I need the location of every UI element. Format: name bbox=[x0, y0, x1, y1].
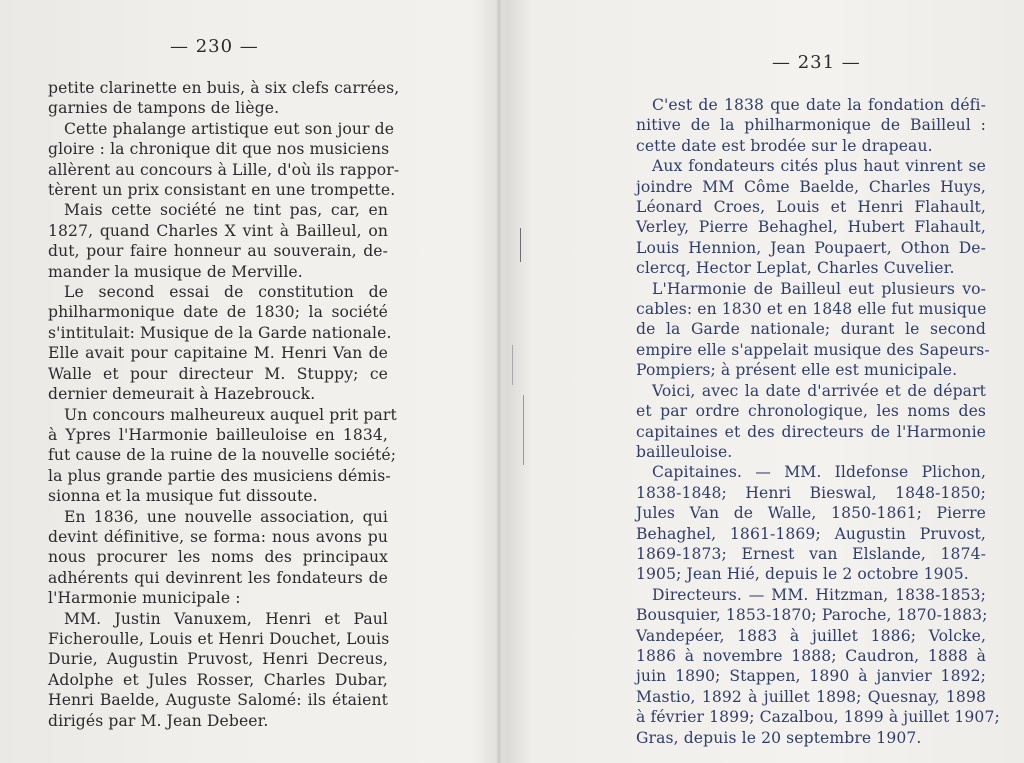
text-line: la plus grande partie des musiciens démis- bbox=[48, 466, 391, 485]
text-line: L'Harmonie de Bailleul eut plusieurs vo- bbox=[652, 279, 986, 298]
text-line: petite clarinette en buis, à six clefs carrées, bbox=[48, 79, 400, 97]
gutter-mark bbox=[523, 395, 524, 465]
text-line: cette date est brodée sur le drapeau. bbox=[636, 136, 933, 155]
text-line: Pompiers; à présent elle est municipale. bbox=[636, 361, 958, 380]
text-line: capitaines et des directeurs de l'Harmonie bbox=[636, 422, 986, 441]
text-line: Walle et pour directeur M. Stuppy; ce bbox=[48, 364, 388, 383]
text-line: joindre MM Côme Baelde, Charles Huys, bbox=[636, 177, 986, 196]
page-gutter bbox=[496, 0, 502, 763]
text-line: nous procurer les noms des principaux bbox=[48, 548, 388, 567]
text-line: l'Harmonie municipale : bbox=[48, 589, 241, 608]
text-line: Henri Baelde, Auguste Salomé: ils étaient bbox=[48, 691, 388, 710]
text-line: Un concours malheureux auquel prit part bbox=[64, 405, 397, 424]
text-line: garnies de tampons de liège. bbox=[48, 99, 280, 118]
text-line: dernier demeurait à Hazebrouck. bbox=[48, 385, 316, 404]
text-line: Jules Van de Walle, 1850-1861; Pierre bbox=[636, 504, 986, 523]
text-line: philharmonique date de 1830; la société bbox=[48, 303, 388, 322]
gutter-mark bbox=[520, 228, 521, 262]
text-line: Bousquier, 1853-1870; Paroche, 1870-1883; bbox=[636, 606, 988, 625]
text-line: bailleuloise. bbox=[636, 442, 733, 461]
text-line: gloire : la chronique dit que nos musiciens bbox=[48, 140, 390, 159]
text-line: En 1836, une nouvelle association, qui bbox=[64, 507, 388, 526]
text-line: Adolphe et Jules Rosser, Charles Dubar, bbox=[48, 670, 388, 689]
text-line: devint définitive, se forma: nous avons pu bbox=[48, 527, 388, 546]
text-line: adhérents qui devinrent les fondateurs de bbox=[48, 568, 388, 587]
text-line: Mais cette société ne tint pas, car, en bbox=[64, 201, 388, 220]
text-line: Louis Hennion, Jean Poupaert, Othon De- bbox=[636, 238, 986, 257]
text-line: Le second essai de constitution de bbox=[64, 283, 388, 302]
text-line: et par ordre chronologique, les noms des bbox=[636, 402, 986, 421]
text-line: Léonard Croes, Louis et Henri Flahault, bbox=[636, 198, 986, 217]
text-line: Behaghel, 1861-1869; Augustin Pruvost, bbox=[636, 524, 986, 543]
text-line: Elle avait pour capitaine M. Henri Van de bbox=[48, 344, 388, 363]
text-line: Vandepéer, 1883 à juillet 1886; Volcke, bbox=[636, 626, 986, 645]
text-line: Gras, depuis le 20 septembre 1907. bbox=[636, 728, 922, 747]
text-line: à Ypres l'Harmonie bailleuloise en 1834, bbox=[48, 425, 388, 444]
text-line: fut cause de la ruine de la nouvelle société; bbox=[48, 446, 397, 465]
text-line: de la Garde nationale; durant le second bbox=[636, 320, 986, 339]
text-line: 1869-1873; Ernest van Elslande, 1874- bbox=[636, 544, 986, 563]
text-line: 1838-1848; Henri Bieswal, 1848-1850; bbox=[636, 483, 986, 502]
text-line: 1827, quand Charles X vint à Bailleul, on bbox=[48, 221, 388, 240]
text-line: cables: en 1830 et en 1848 elle fut musique bbox=[636, 300, 987, 319]
text-line: Ficheroulle, Louis et Henri Douchet, Louis bbox=[48, 629, 390, 648]
text-line: Aux fondateurs cités plus haut vinrent se bbox=[652, 157, 986, 176]
text-line: 1905; Jean Hié, depuis le 2 octobre 1905. bbox=[636, 565, 969, 584]
text-line: 1886 à novembre 1888; Caudron, 1888 à bbox=[636, 646, 986, 665]
gutter-mark bbox=[512, 345, 513, 385]
text-line: Durie, Augustin Pruvost, Henri Decreus, bbox=[48, 650, 388, 669]
text-line: à février 1899; Cazalbou, 1899 à juillet 1907; bbox=[636, 708, 1000, 727]
text-line: mander la musique de Merville. bbox=[48, 262, 303, 281]
text-line: dirigés par M. Jean Debeer. bbox=[48, 711, 269, 730]
text-line: Capitaines. — MM. Ildefonse Plichon, bbox=[652, 463, 986, 482]
text-line: tèrent un prix consistant en une trompette. bbox=[48, 181, 396, 200]
text-line: sionna et la musique fut dissoute. bbox=[48, 487, 318, 506]
text-line: empire elle s'appelait musique des Sapeurs- bbox=[636, 340, 990, 359]
text-line: MM. Justin Vanuxem, Henri et Paul bbox=[64, 609, 388, 628]
text-line: Cette phalange artistique eut son jour de bbox=[64, 119, 395, 138]
text-line: Mastio, 1892 à juillet 1898; Quesnay, 1898 bbox=[636, 687, 986, 706]
text-line: s'intitulait: Musique de la Garde nationale. bbox=[48, 323, 392, 342]
left-page-text bbox=[48, 78, 400, 731]
text-line: C'est de 1838 que date la fondation défi- bbox=[652, 96, 986, 114]
text-line: Voici, avec la date d'arrivée et de départ bbox=[652, 381, 986, 400]
page-number-right: — 231 — bbox=[772, 52, 861, 73]
text-line: juin 1890; Stappen, 1890 à janvier 1892; bbox=[636, 667, 986, 686]
text-line: allèrent au concours à Lille, d'où ils rappor- bbox=[48, 160, 400, 179]
text-line: Verley, Pierre Behaghel, Hubert Flahault, bbox=[636, 218, 986, 237]
text-line: Directeurs. — MM. Hitzman, 1838-1853; bbox=[652, 585, 986, 604]
text-line: nitive de la philharmonique de Bailleul : bbox=[636, 116, 986, 135]
right-page-text bbox=[636, 95, 1000, 748]
text-line: clercq, Hector Leplat, Charles Cuvelier. bbox=[636, 259, 955, 278]
page-number-left: — 230 — bbox=[170, 36, 259, 57]
text-line: dut, pour faire honneur au souverain, de- bbox=[48, 242, 388, 261]
